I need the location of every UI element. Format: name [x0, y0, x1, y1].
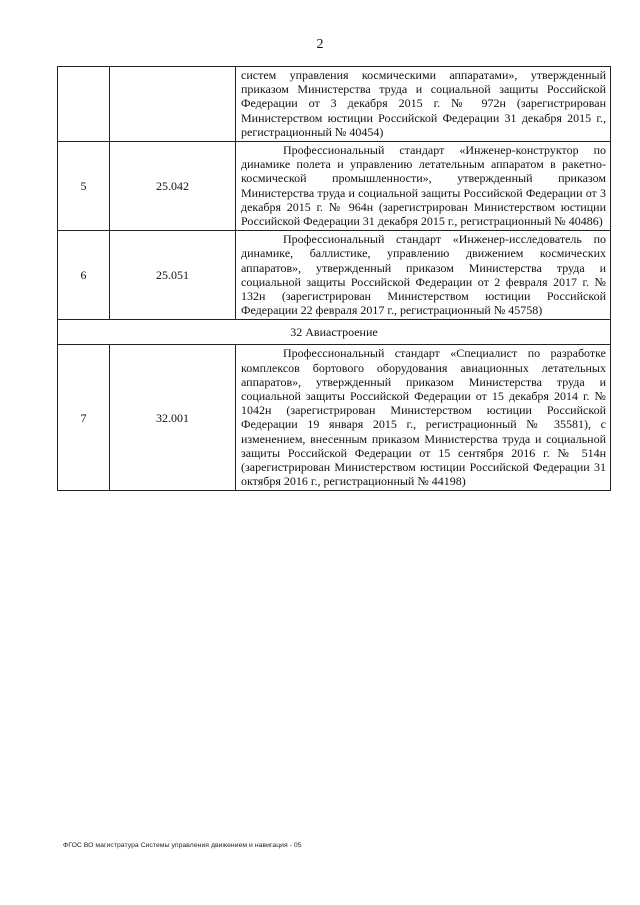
standard-description-cell: Профессиональный стандарт «Инженер-конструктор по динамике полета и управлению летательным аппаратом в ракетно-космической промышленности», утвержденный приказом Министерства труда и социальной защиты Российской Федерации от 3 декабря 2015 г. № 964н (зарегистрирован Министерством юстиции Российской Федерации 31 декабря 2015 г., регистрационный № 40486) [236, 142, 611, 231]
standard-code-cell [110, 67, 236, 142]
row-number-cell [58, 67, 110, 142]
document-footer: ФГОС ВО магистратура Системы управления движением и навигация - 05 [63, 842, 302, 849]
section-title: 32 Авиастроение [58, 320, 611, 345]
professional-standards-table [57, 66, 611, 491]
standard-description-cell: Профессиональный стандарт «Специалист по разработке комплексов бортового оборудования авиационных летательных аппаратов», утвержденный приказом Министерства труда и социальной защиты Российской Федерации от 15 декабря 2014 г. № 1042н (зарегистрирован Министерством юстиции Российской Федерации 19 января 2015 г., регистрационный № 35581), с изменением, внесенным приказом Министерства труда и социальной защиты Российской Федерации от 15 сентября 2016 г. № 514н (зарегистрирован Министерством юстиции Российской Федерации 31 октября 2016 г., регистрационный № 44198) [236, 345, 611, 491]
row-number-cell: 6 [58, 231, 110, 320]
standard-description-cell: Профессиональный стандарт «Инженер-исследователь по динамике, баллистике, управлению движением космических аппаратов», утвержденный приказом Министерства труда и социальной защиты Российской Федерации от 2 февраля 2017 г. № 132н (зарегистрирован Министерством юстиции Российской Федерации 22 февраля 2017 г., регистрационный № 45758) [236, 231, 611, 320]
row-number-cell: 7 [58, 345, 110, 491]
page-number: 2 [316, 37, 324, 52]
row-number-cell: 5 [58, 142, 110, 231]
standard-description-cell: систем управления космическими аппаратами», утвержденный приказом Министерства труда и социальной защиты Российской Федерации от 3 декабря 2015 г. № 972н (зарегистрирован Министерством юстиции Российской Федерации 31 декабря 2015 г., регистрационный № 40454) [236, 67, 611, 142]
table-row [58, 67, 611, 142]
section-header-row [58, 320, 611, 345]
standard-code-cell: 32.001 [110, 345, 236, 491]
standard-code-cell: 25.042 [110, 142, 236, 231]
table-row [58, 142, 611, 231]
standard-code-cell: 25.051 [110, 231, 236, 320]
table-row [58, 345, 611, 491]
table-row [58, 231, 611, 320]
